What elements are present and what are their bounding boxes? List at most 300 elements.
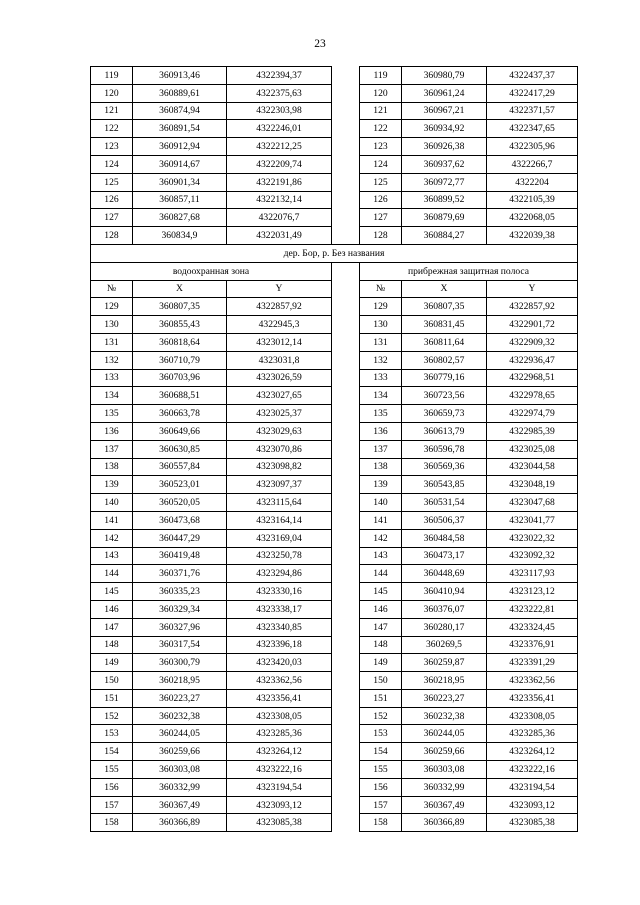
right-x-coordinate: 360232,38 bbox=[402, 707, 487, 725]
left-y-coordinate: 4322375,63 bbox=[227, 84, 332, 102]
right-x-coordinate: 360811,64 bbox=[402, 333, 487, 351]
table-row bbox=[91, 369, 578, 387]
left-x-header: X bbox=[133, 280, 227, 298]
column-gap bbox=[332, 707, 360, 725]
left-x-coordinate: 360889,61 bbox=[133, 84, 227, 102]
right-x-coordinate: 360543,85 bbox=[402, 476, 487, 494]
right-x-coordinate: 360506,37 bbox=[402, 511, 487, 529]
right-x-coordinate: 360980,79 bbox=[402, 67, 487, 85]
left-y-coordinate: 4323085,38 bbox=[227, 814, 332, 832]
left-y-coordinate: 4322031,49 bbox=[227, 227, 332, 245]
right-point-number: 150 bbox=[360, 672, 402, 690]
table-row bbox=[91, 155, 578, 173]
right-y-coordinate: 4322266,7 bbox=[487, 155, 578, 173]
column-gap bbox=[332, 262, 360, 280]
right-point-number: 145 bbox=[360, 583, 402, 601]
left-x-coordinate: 360367,49 bbox=[133, 796, 227, 814]
right-point-number: 124 bbox=[360, 155, 402, 173]
left-point-number: 147 bbox=[91, 618, 133, 636]
right-x-coordinate: 360448,69 bbox=[402, 565, 487, 583]
right-point-number: 137 bbox=[360, 440, 402, 458]
left-zone-title: водоохранная зона bbox=[91, 262, 332, 280]
right-y-coordinate: 4322968,51 bbox=[487, 369, 578, 387]
right-x-coordinate: 360269,5 bbox=[402, 636, 487, 654]
column-gap bbox=[332, 761, 360, 779]
column-gap bbox=[332, 672, 360, 690]
left-x-coordinate: 360447,29 bbox=[133, 529, 227, 547]
table-row bbox=[91, 778, 578, 796]
column-gap bbox=[332, 725, 360, 743]
right-point-number: 130 bbox=[360, 316, 402, 334]
left-y-coordinate: 4323356,41 bbox=[227, 689, 332, 707]
left-x-coordinate: 360335,23 bbox=[133, 583, 227, 601]
column-gap bbox=[332, 529, 360, 547]
column-gap bbox=[332, 84, 360, 102]
left-point-number: 151 bbox=[91, 689, 133, 707]
right-x-coordinate: 360723,56 bbox=[402, 387, 487, 405]
column-gap bbox=[332, 654, 360, 672]
left-x-coordinate: 360520,05 bbox=[133, 494, 227, 512]
table-row bbox=[91, 529, 578, 547]
right-y-coordinate: 4323092,32 bbox=[487, 547, 578, 565]
right-x-coordinate: 360779,16 bbox=[402, 369, 487, 387]
left-x-coordinate: 360901,34 bbox=[133, 173, 227, 191]
left-x-coordinate: 360912,94 bbox=[133, 138, 227, 156]
table-row bbox=[91, 796, 578, 814]
left-x-coordinate: 360259,66 bbox=[133, 743, 227, 761]
left-y-coordinate: 4323194,54 bbox=[227, 778, 332, 796]
left-point-number: 155 bbox=[91, 761, 133, 779]
table-row bbox=[91, 405, 578, 423]
right-point-number: 134 bbox=[360, 387, 402, 405]
column-gap bbox=[332, 280, 360, 298]
left-point-number: 140 bbox=[91, 494, 133, 512]
left-x-coordinate: 360317,54 bbox=[133, 636, 227, 654]
right-x-coordinate: 360802,57 bbox=[402, 351, 487, 369]
right-x-coordinate: 360807,35 bbox=[402, 298, 487, 316]
table-row bbox=[91, 494, 578, 512]
left-point-number: 142 bbox=[91, 529, 133, 547]
left-point-number: 152 bbox=[91, 707, 133, 725]
left-point-number: 119 bbox=[91, 67, 133, 85]
left-y-coordinate: 4323169,04 bbox=[227, 529, 332, 547]
right-x-coordinate: 360967,21 bbox=[402, 102, 487, 120]
left-y-coordinate: 4322246,01 bbox=[227, 120, 332, 138]
column-gap bbox=[332, 120, 360, 138]
left-y-coordinate: 4323338,17 bbox=[227, 600, 332, 618]
left-point-number: 149 bbox=[91, 654, 133, 672]
right-y-coordinate: 4323048,19 bbox=[487, 476, 578, 494]
right-point-number: 140 bbox=[360, 494, 402, 512]
right-x-coordinate: 360376,07 bbox=[402, 600, 487, 618]
left-point-number: 141 bbox=[91, 511, 133, 529]
table-row bbox=[91, 298, 578, 316]
column-gap bbox=[332, 173, 360, 191]
left-point-number: 122 bbox=[91, 120, 133, 138]
left-x-coordinate: 360874,94 bbox=[133, 102, 227, 120]
table-row bbox=[91, 689, 578, 707]
left-point-number: 127 bbox=[91, 209, 133, 227]
left-point-number: 124 bbox=[91, 155, 133, 173]
page-number: 23 bbox=[314, 38, 326, 50]
right-y-coordinate: 4323123,12 bbox=[487, 583, 578, 601]
right-y-coordinate: 4322068,05 bbox=[487, 209, 578, 227]
right-x-coordinate: 360659,73 bbox=[402, 405, 487, 423]
left-point-number: 138 bbox=[91, 458, 133, 476]
left-x-coordinate: 360857,11 bbox=[133, 191, 227, 209]
left-x-coordinate: 360523,01 bbox=[133, 476, 227, 494]
column-gap bbox=[332, 583, 360, 601]
right-point-number: 141 bbox=[360, 511, 402, 529]
column-gap bbox=[332, 565, 360, 583]
column-gap bbox=[332, 796, 360, 814]
upper-rows bbox=[91, 67, 578, 245]
table-row bbox=[91, 67, 578, 85]
left-x-coordinate: 360419,48 bbox=[133, 547, 227, 565]
left-point-number: 131 bbox=[91, 333, 133, 351]
column-gap bbox=[332, 351, 360, 369]
table-row bbox=[91, 227, 578, 245]
right-y-coordinate: 4323085,38 bbox=[487, 814, 578, 832]
right-point-number: 133 bbox=[360, 369, 402, 387]
left-y-coordinate: 4323222,16 bbox=[227, 761, 332, 779]
left-point-number: 134 bbox=[91, 387, 133, 405]
right-y-coordinate: 4322105,39 bbox=[487, 191, 578, 209]
right-point-number: 126 bbox=[360, 191, 402, 209]
left-x-coordinate: 360818,64 bbox=[133, 333, 227, 351]
right-x-coordinate: 360484,58 bbox=[402, 529, 487, 547]
left-y-coordinate: 4323025,37 bbox=[227, 405, 332, 423]
left-x-coordinate: 360218,95 bbox=[133, 672, 227, 690]
right-point-number: 128 bbox=[360, 227, 402, 245]
right-point-number: 127 bbox=[360, 209, 402, 227]
table-row bbox=[91, 636, 578, 654]
section-header bbox=[91, 244, 578, 297]
right-y-coordinate: 4322347,65 bbox=[487, 120, 578, 138]
left-y-coordinate: 4323029,63 bbox=[227, 422, 332, 440]
left-y-coordinate: 4323027,65 bbox=[227, 387, 332, 405]
right-y-coordinate: 4323324,45 bbox=[487, 618, 578, 636]
left-x-coordinate: 360630,85 bbox=[133, 440, 227, 458]
right-point-number: 132 bbox=[360, 351, 402, 369]
column-header-row bbox=[91, 280, 578, 298]
left-y-coordinate: 4323396,18 bbox=[227, 636, 332, 654]
left-x-coordinate: 360557,84 bbox=[133, 458, 227, 476]
right-y-coordinate: 4322417,29 bbox=[487, 84, 578, 102]
right-point-number: 144 bbox=[360, 565, 402, 583]
right-y-coordinate: 4323362,56 bbox=[487, 672, 578, 690]
right-x-coordinate: 360218,95 bbox=[402, 672, 487, 690]
left-point-number: 129 bbox=[91, 298, 133, 316]
right-y-coordinate: 4322305,96 bbox=[487, 138, 578, 156]
right-point-number: 146 bbox=[360, 600, 402, 618]
right-y-coordinate: 4323194,54 bbox=[487, 778, 578, 796]
left-x-coordinate: 360703,96 bbox=[133, 369, 227, 387]
right-point-number: 129 bbox=[360, 298, 402, 316]
column-gap bbox=[332, 138, 360, 156]
left-y-coordinate: 4323264,12 bbox=[227, 743, 332, 761]
right-y-coordinate: 4322039,38 bbox=[487, 227, 578, 245]
left-point-number: 120 bbox=[91, 84, 133, 102]
right-x-coordinate: 360473,17 bbox=[402, 547, 487, 565]
table-row bbox=[91, 600, 578, 618]
column-gap bbox=[332, 67, 360, 85]
left-num-header: № bbox=[91, 280, 133, 298]
left-point-number: 154 bbox=[91, 743, 133, 761]
right-x-coordinate: 360410,94 bbox=[402, 583, 487, 601]
table-row bbox=[91, 725, 578, 743]
left-y-coordinate: 4323070,86 bbox=[227, 440, 332, 458]
zone-title-row bbox=[91, 262, 578, 280]
left-point-number: 156 bbox=[91, 778, 133, 796]
column-gap bbox=[332, 511, 360, 529]
left-point-number: 125 bbox=[91, 173, 133, 191]
left-y-coordinate: 4323115,64 bbox=[227, 494, 332, 512]
left-y-coordinate: 4322945,3 bbox=[227, 316, 332, 334]
right-x-coordinate: 360934,92 bbox=[402, 120, 487, 138]
left-y-coordinate: 4323012,14 bbox=[227, 333, 332, 351]
left-y-coordinate: 4323093,12 bbox=[227, 796, 332, 814]
left-y-coordinate: 4323164,14 bbox=[227, 511, 332, 529]
table-row bbox=[91, 547, 578, 565]
right-point-number: 158 bbox=[360, 814, 402, 832]
right-y-coordinate: 4322909,32 bbox=[487, 333, 578, 351]
left-x-coordinate: 360688,51 bbox=[133, 387, 227, 405]
left-point-number: 146 bbox=[91, 600, 133, 618]
right-x-coordinate: 360831,45 bbox=[402, 316, 487, 334]
left-point-number: 148 bbox=[91, 636, 133, 654]
column-gap bbox=[332, 778, 360, 796]
left-x-coordinate: 360827,68 bbox=[133, 209, 227, 227]
right-point-number: 122 bbox=[360, 120, 402, 138]
table-row bbox=[91, 654, 578, 672]
table-row bbox=[91, 316, 578, 334]
right-point-number: 153 bbox=[360, 725, 402, 743]
left-x-coordinate: 360914,67 bbox=[133, 155, 227, 173]
table-row bbox=[91, 102, 578, 120]
right-point-number: 143 bbox=[360, 547, 402, 565]
left-x-coordinate: 360329,34 bbox=[133, 600, 227, 618]
left-y-coordinate: 4323362,56 bbox=[227, 672, 332, 690]
left-y-coordinate: 4323098,82 bbox=[227, 458, 332, 476]
table-row bbox=[91, 120, 578, 138]
left-point-number: 128 bbox=[91, 227, 133, 245]
right-x-coordinate: 360366,89 bbox=[402, 814, 487, 832]
column-gap bbox=[332, 155, 360, 173]
table-row bbox=[91, 333, 578, 351]
column-gap bbox=[332, 333, 360, 351]
left-x-coordinate: 360244,05 bbox=[133, 725, 227, 743]
left-y-coordinate: 4323031,8 bbox=[227, 351, 332, 369]
right-y-coordinate: 4323391,29 bbox=[487, 654, 578, 672]
left-y-coordinate: 4323285,36 bbox=[227, 725, 332, 743]
right-point-number: 135 bbox=[360, 405, 402, 423]
right-point-number: 139 bbox=[360, 476, 402, 494]
table-row bbox=[91, 565, 578, 583]
right-point-number: 147 bbox=[360, 618, 402, 636]
column-gap bbox=[332, 743, 360, 761]
left-point-number: 123 bbox=[91, 138, 133, 156]
column-gap bbox=[332, 102, 360, 120]
right-x-coordinate: 360367,49 bbox=[402, 796, 487, 814]
right-point-number: 155 bbox=[360, 761, 402, 779]
right-point-number: 154 bbox=[360, 743, 402, 761]
right-point-number: 125 bbox=[360, 173, 402, 191]
right-x-header: X bbox=[402, 280, 487, 298]
right-x-coordinate: 360613,79 bbox=[402, 422, 487, 440]
table-row bbox=[91, 422, 578, 440]
left-x-coordinate: 360913,46 bbox=[133, 67, 227, 85]
left-y-coordinate: 4323097,37 bbox=[227, 476, 332, 494]
right-x-coordinate: 360223,27 bbox=[402, 689, 487, 707]
right-point-number: 121 bbox=[360, 102, 402, 120]
right-x-coordinate: 360303,08 bbox=[402, 761, 487, 779]
left-point-number: 153 bbox=[91, 725, 133, 743]
table-row bbox=[91, 458, 578, 476]
left-point-number: 157 bbox=[91, 796, 133, 814]
column-gap bbox=[332, 689, 360, 707]
left-point-number: 150 bbox=[91, 672, 133, 690]
column-gap bbox=[332, 387, 360, 405]
right-point-number: 131 bbox=[360, 333, 402, 351]
right-y-coordinate: 4322204 bbox=[487, 173, 578, 191]
table-row bbox=[91, 209, 578, 227]
right-y-coordinate: 4322978,65 bbox=[487, 387, 578, 405]
right-x-coordinate: 360937,62 bbox=[402, 155, 487, 173]
left-x-coordinate: 360649,66 bbox=[133, 422, 227, 440]
right-point-number: 136 bbox=[360, 422, 402, 440]
left-point-number: 135 bbox=[91, 405, 133, 423]
left-point-number: 144 bbox=[91, 565, 133, 583]
left-x-coordinate: 360327,96 bbox=[133, 618, 227, 636]
right-x-coordinate: 360280,17 bbox=[402, 618, 487, 636]
right-y-coordinate: 4322936,47 bbox=[487, 351, 578, 369]
left-y-coordinate: 4322132,14 bbox=[227, 191, 332, 209]
column-gap bbox=[332, 814, 360, 832]
table-row bbox=[91, 618, 578, 636]
right-y-coordinate: 4322371,57 bbox=[487, 102, 578, 120]
column-gap bbox=[332, 227, 360, 245]
left-point-number: 132 bbox=[91, 351, 133, 369]
right-y-coordinate: 4323356,41 bbox=[487, 689, 578, 707]
column-gap bbox=[332, 440, 360, 458]
right-y-coordinate: 4322437,37 bbox=[487, 67, 578, 85]
right-x-coordinate: 360879,69 bbox=[402, 209, 487, 227]
right-point-number: 123 bbox=[360, 138, 402, 156]
table-row bbox=[91, 191, 578, 209]
right-point-number: 152 bbox=[360, 707, 402, 725]
table-row bbox=[91, 583, 578, 601]
right-x-coordinate: 360899,52 bbox=[402, 191, 487, 209]
right-y-coordinate: 4323093,12 bbox=[487, 796, 578, 814]
section-title: дер. Бор, р. Без названия bbox=[91, 244, 578, 262]
left-x-coordinate: 360232,38 bbox=[133, 707, 227, 725]
left-x-coordinate: 360332,99 bbox=[133, 778, 227, 796]
left-x-coordinate: 360371,76 bbox=[133, 565, 227, 583]
left-y-coordinate: 4323308,05 bbox=[227, 707, 332, 725]
left-point-number: 133 bbox=[91, 369, 133, 387]
right-point-number: 157 bbox=[360, 796, 402, 814]
right-point-number: 138 bbox=[360, 458, 402, 476]
right-num-header: № bbox=[360, 280, 402, 298]
left-x-coordinate: 360891,54 bbox=[133, 120, 227, 138]
left-y-coordinate: 4323026,59 bbox=[227, 369, 332, 387]
left-point-number: 126 bbox=[91, 191, 133, 209]
left-y-coordinate: 4322303,98 bbox=[227, 102, 332, 120]
right-x-coordinate: 360332,99 bbox=[402, 778, 487, 796]
column-gap bbox=[332, 476, 360, 494]
left-y-coordinate: 4322857,92 bbox=[227, 298, 332, 316]
left-y-coordinate: 4322209,74 bbox=[227, 155, 332, 173]
table-row bbox=[91, 84, 578, 102]
right-y-coordinate: 4323022,32 bbox=[487, 529, 578, 547]
right-point-number: 151 bbox=[360, 689, 402, 707]
column-gap bbox=[332, 422, 360, 440]
right-y-coordinate: 4322857,92 bbox=[487, 298, 578, 316]
left-y-coordinate: 4322076,7 bbox=[227, 209, 332, 227]
left-x-coordinate: 360223,27 bbox=[133, 689, 227, 707]
right-y-coordinate: 4322974,79 bbox=[487, 405, 578, 423]
left-point-number: 130 bbox=[91, 316, 133, 334]
right-zone-title: прибрежная защитная полоса bbox=[360, 262, 578, 280]
left-y-coordinate: 4323250,78 bbox=[227, 547, 332, 565]
right-x-coordinate: 360259,87 bbox=[402, 654, 487, 672]
left-point-number: 137 bbox=[91, 440, 133, 458]
right-y-coordinate: 4323376,91 bbox=[487, 636, 578, 654]
left-x-coordinate: 360366,89 bbox=[133, 814, 227, 832]
table-row bbox=[91, 138, 578, 156]
right-y-coordinate: 4323222,81 bbox=[487, 600, 578, 618]
table-row bbox=[91, 707, 578, 725]
table-row bbox=[91, 814, 578, 832]
column-gap bbox=[332, 209, 360, 227]
left-x-coordinate: 360834,9 bbox=[133, 227, 227, 245]
left-y-coordinate: 4323330,16 bbox=[227, 583, 332, 601]
right-y-coordinate: 4323285,36 bbox=[487, 725, 578, 743]
right-point-number: 149 bbox=[360, 654, 402, 672]
right-y-coordinate: 4323308,05 bbox=[487, 707, 578, 725]
left-y-coordinate: 4323340,85 bbox=[227, 618, 332, 636]
right-y-coordinate: 4323025,08 bbox=[487, 440, 578, 458]
left-x-coordinate: 360710,79 bbox=[133, 351, 227, 369]
right-x-coordinate: 360531,54 bbox=[402, 494, 487, 512]
column-gap bbox=[332, 636, 360, 654]
column-gap bbox=[332, 458, 360, 476]
left-y-coordinate: 4323420,03 bbox=[227, 654, 332, 672]
column-gap bbox=[332, 405, 360, 423]
left-y-header: Y bbox=[227, 280, 332, 298]
left-y-coordinate: 4322191,86 bbox=[227, 173, 332, 191]
column-gap bbox=[332, 494, 360, 512]
left-x-coordinate: 360303,08 bbox=[133, 761, 227, 779]
right-y-coordinate: 4323044,58 bbox=[487, 458, 578, 476]
table-row bbox=[91, 440, 578, 458]
table-row bbox=[91, 173, 578, 191]
left-x-coordinate: 360807,35 bbox=[133, 298, 227, 316]
right-point-number: 119 bbox=[360, 67, 402, 85]
left-y-coordinate: 4323294,86 bbox=[227, 565, 332, 583]
column-gap bbox=[332, 191, 360, 209]
left-y-coordinate: 4322394,37 bbox=[227, 67, 332, 85]
right-y-header: Y bbox=[487, 280, 578, 298]
table-row bbox=[91, 672, 578, 690]
left-x-coordinate: 360300,79 bbox=[133, 654, 227, 672]
left-x-coordinate: 360663,78 bbox=[133, 405, 227, 423]
right-point-number: 120 bbox=[360, 84, 402, 102]
right-x-coordinate: 360259,66 bbox=[402, 743, 487, 761]
right-x-coordinate: 360884,27 bbox=[402, 227, 487, 245]
column-gap bbox=[332, 600, 360, 618]
